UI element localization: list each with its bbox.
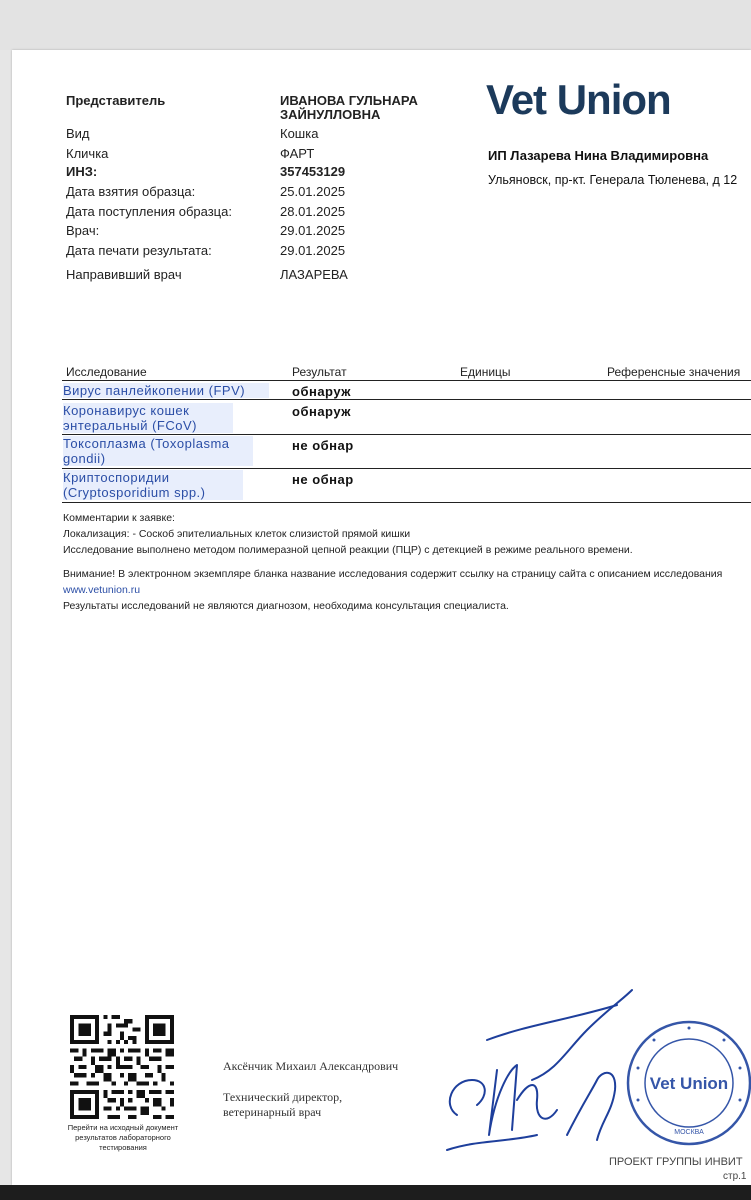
test-result: не обнар xyxy=(292,438,354,453)
column-header-result: Результат xyxy=(292,365,347,379)
vet-union-logo: Vet Union xyxy=(486,76,671,123)
signer-title-line1: Технический директор, xyxy=(223,1090,343,1104)
column-header-reference: Референсные значения xyxy=(607,365,741,379)
test-link-fpv[interactable]: Вирус панлейкопении (FPV) xyxy=(63,383,269,398)
column-header-test: Исследование xyxy=(66,365,147,379)
table-divider xyxy=(62,380,751,381)
test-link-toxoplasma[interactable]: Токсоплазма (Toxoplasma gondii) xyxy=(63,436,253,466)
representative-label: Представитель xyxy=(66,93,166,108)
signer-title-line2: ветеринарный врач xyxy=(223,1105,322,1119)
field-value: 29.01.2025 xyxy=(280,223,346,238)
table-divider xyxy=(62,399,751,400)
field-value: ФАРТ xyxy=(280,146,315,161)
test-link-cryptosporidium[interactable]: Криптоспоридии (Cryptosporidium spp.) xyxy=(63,470,243,500)
field-value: 28.01.2025 xyxy=(280,204,346,219)
qr-caption: Перейти на исходный документ результатов лабораторного тестирования xyxy=(67,1123,179,1152)
bottom-bar xyxy=(0,1185,751,1200)
field-label: Кличка xyxy=(66,146,109,161)
clinic-stamp xyxy=(624,1018,751,1148)
test-link-fcov[interactable]: Коронавирус кошек энтеральный (FCoV) xyxy=(63,403,233,433)
field-value: 25.01.2025 xyxy=(280,184,346,199)
table-divider xyxy=(62,434,751,435)
disclaimer: Результаты исследований не являются диагнозом, необходима консультация специалиста. xyxy=(63,600,509,612)
table-divider xyxy=(62,502,751,503)
signer-name: Аксёнчик Михаил Александрович xyxy=(223,1059,399,1073)
test-result: обнаруж xyxy=(292,404,351,419)
clinic-address: Ульяновск, пр-кт. Генерала Тюленева, д 12 xyxy=(488,173,738,187)
field-label: Дата взятия образца: xyxy=(66,184,196,199)
clinic-name: ИП Лазарева Нина Владимировна xyxy=(488,148,709,163)
field-value: ЛАЗАРЕВА xyxy=(280,267,348,282)
project-label: ПРОЕКТ ГРУППЫ ИНВИТ xyxy=(609,1156,743,1168)
top-bar xyxy=(0,0,751,50)
field-label: ИНЗ: xyxy=(66,164,98,179)
table-divider xyxy=(62,468,751,469)
comments-localization: Локализация: - Соскоб эпителиальных клеток слизистой прямой кишки xyxy=(63,528,411,540)
lab-report-page xyxy=(12,50,751,1185)
page-number: стр.1 xyxy=(723,1171,747,1182)
stamp-ring-text: МОСКВА xyxy=(674,1129,704,1136)
stamp-logo: Vet Union xyxy=(649,1074,729,1093)
field-value: 29.01.2025 xyxy=(280,243,346,258)
comments-title: Комментарии к заявке: xyxy=(63,512,175,524)
field-label: Вид xyxy=(66,126,90,141)
field-label: Дата поступления образца: xyxy=(66,204,232,219)
attention-note: Внимание! В электронном экземпляре бланка название исследования содержит ссылку на страницу сайта с описанием исследования xyxy=(63,568,723,580)
qr-code[interactable] xyxy=(70,1015,174,1119)
field-label: Направивший врач xyxy=(66,267,182,282)
field-value: Кошка xyxy=(280,126,319,141)
representative-value-line2: ЗАЙНУЛЛОВНА xyxy=(280,107,381,122)
field-label: Дата печати результата: xyxy=(66,243,212,258)
field-label: Врач: xyxy=(66,223,100,238)
test-result: не обнар xyxy=(292,472,354,487)
comments-method: Исследование выполнено методом полимеразной цепной реакции (ПЦР) с детекцией в режиме реального времени. xyxy=(63,544,633,556)
website-link[interactable]: www.vetunion.ru xyxy=(63,584,141,596)
column-header-units: Единицы xyxy=(460,365,511,379)
test-result: обнаруж xyxy=(292,384,351,399)
field-value: 357453129 xyxy=(280,164,346,179)
representative-value-line1: ИВАНОВА ГУЛЬНАРА xyxy=(280,93,418,108)
